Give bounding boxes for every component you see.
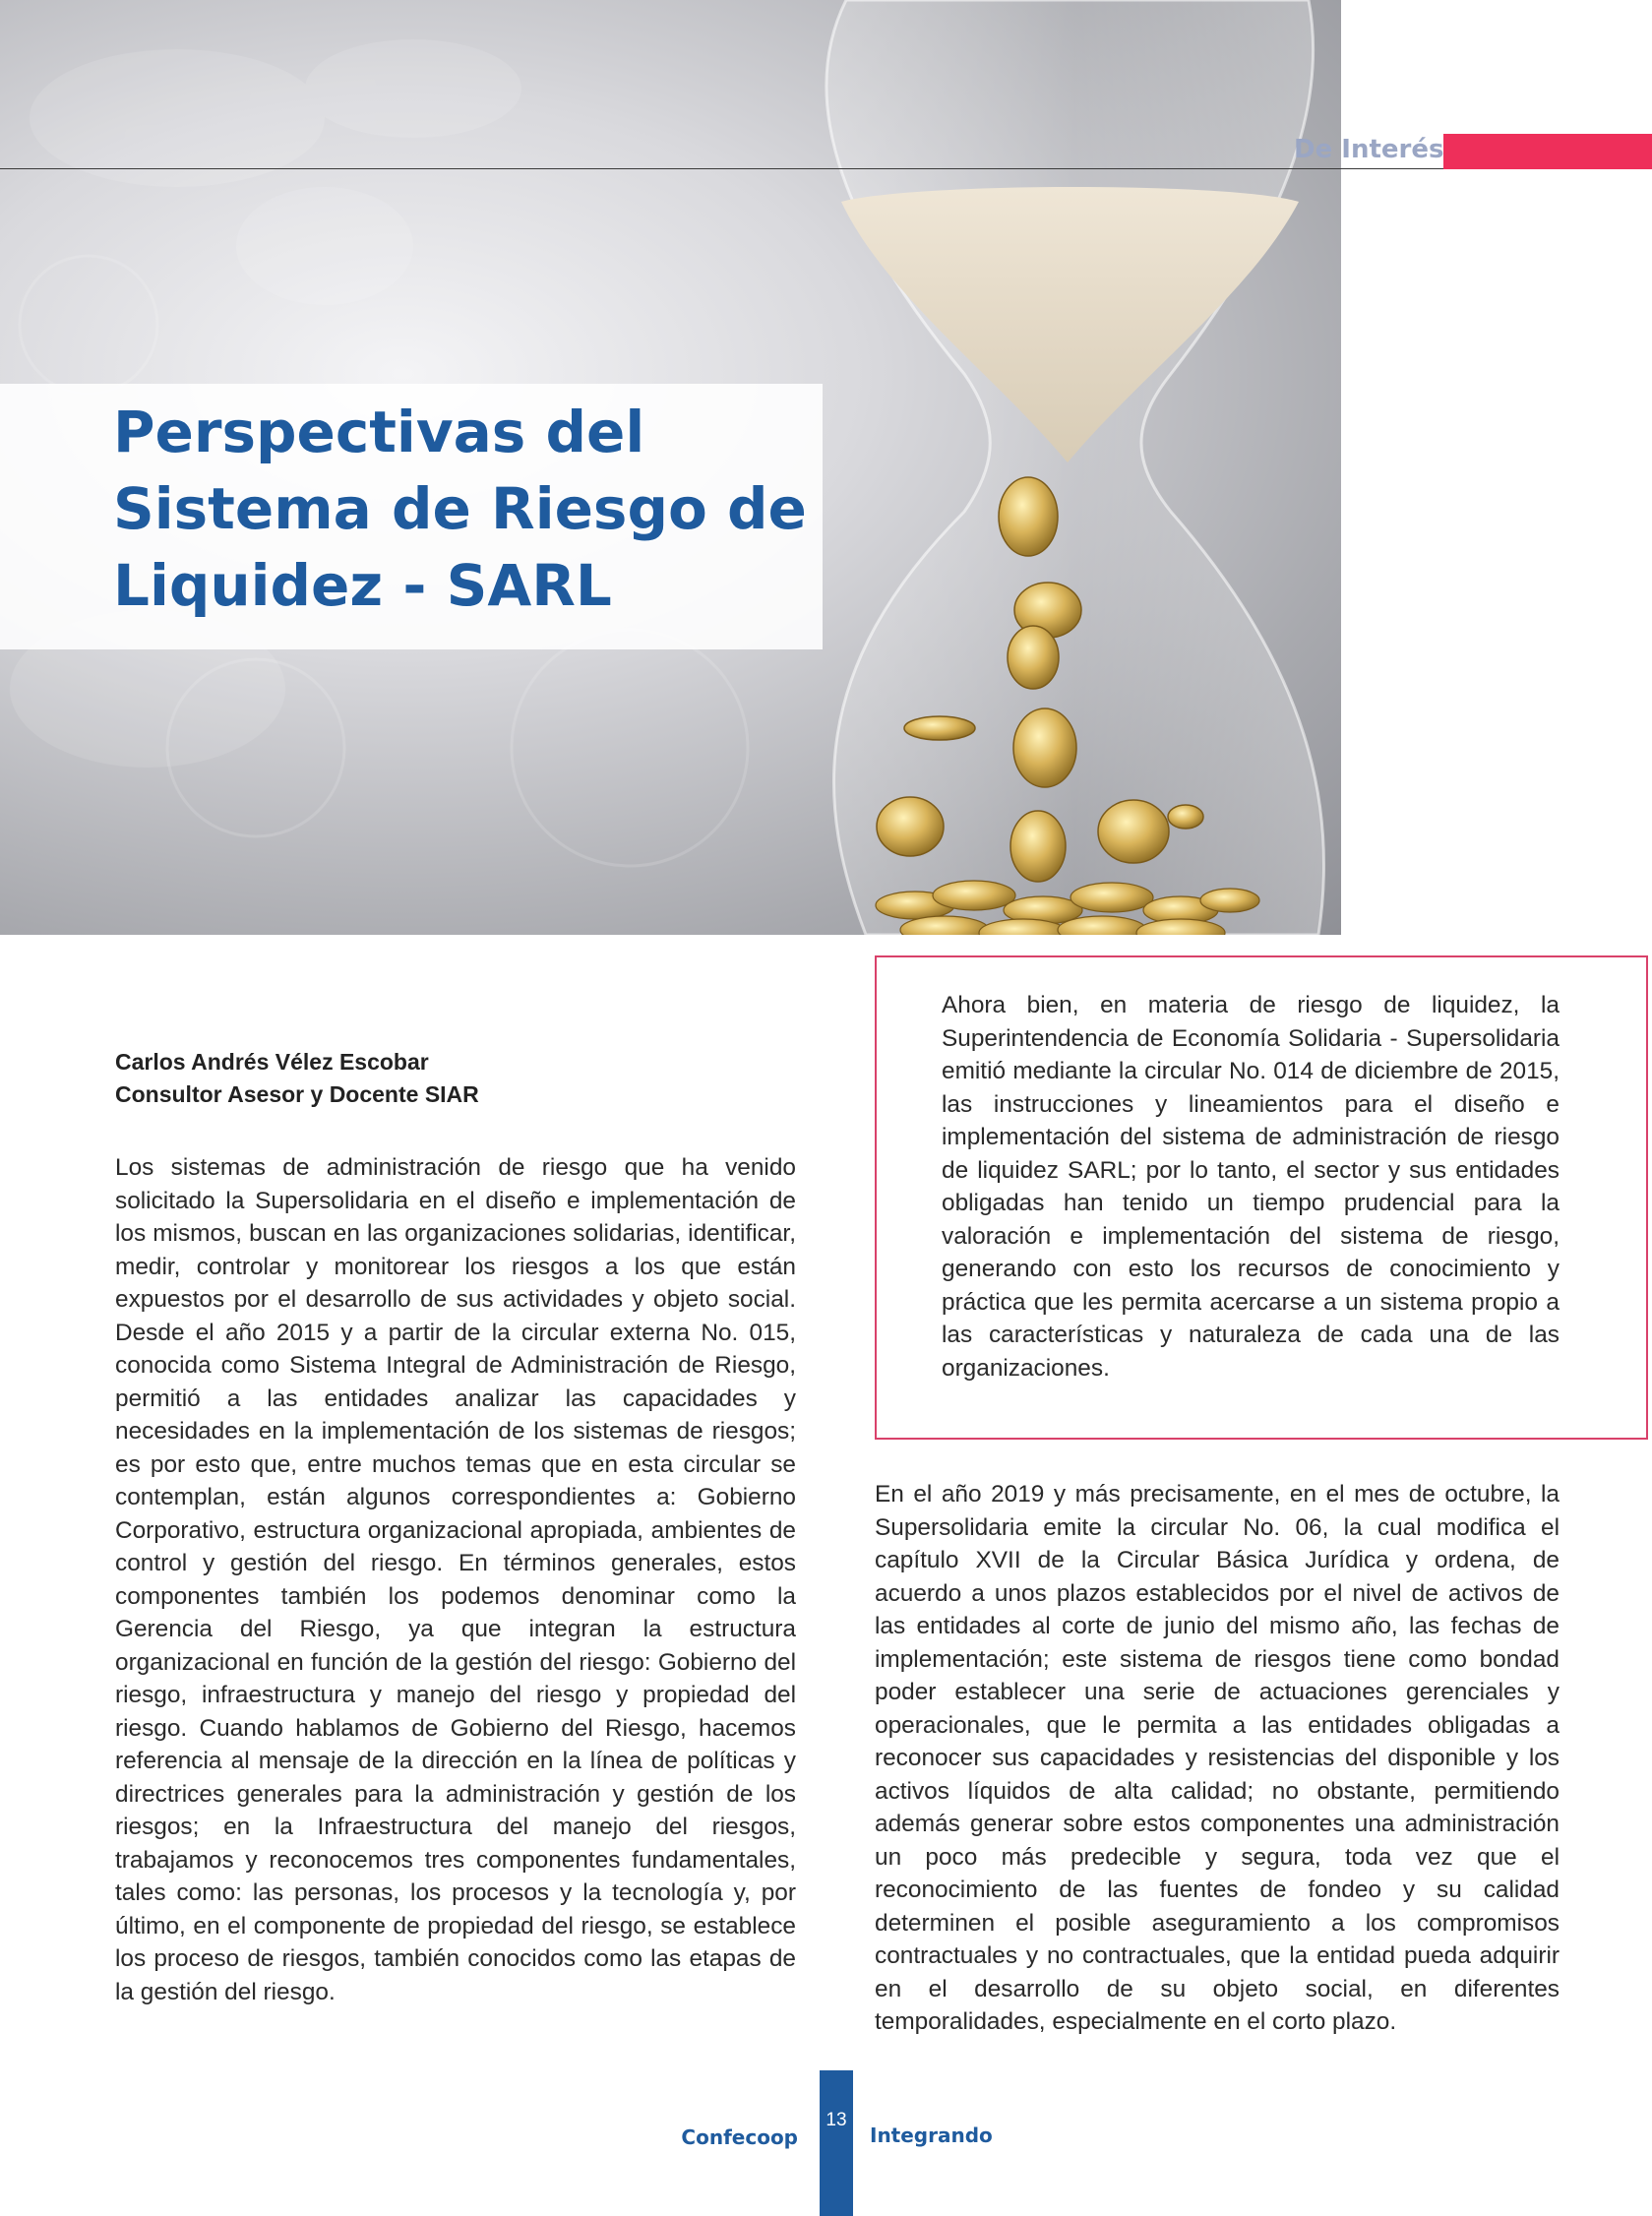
page-number-bar	[820, 2070, 853, 2216]
body-left-column: Los sistemas de administración de riesgo que ha venido solicitado la Supersolidaria en el diseño e implementación de los mismos, buscan en las organizaciones solidarias, identificar, medir, controlar y monitorear los riesgos a los que están expuestos por el desarrollo de sus actividades y objeto social. Desde el año 2015 y a partir de la circular externa No. 015, conocida como Sistema Integral de Administración de Riesgo, permitió a las entidades analizar las capacidades y necesidades en la implementación de los sistemas de riesgos; es por esto que, entre muchos temas que en esta circular se contemplan, están algunos correspondientes a: Gobierno Corporativo, estructura organizacional apropiada, ambientes de control y gestión del riesgo. En términos generales, estos componentes también los podemos denominar como la Gerencia del Riesgo, ya que integran la estructura organizacional en función de la gestión del riesgo: Gobierno del riesgo, infraestructura y manejo del riesgo y propiedad del riesgo. Cuando hablamos de Gobierno del Riesgo, hacemos referencia al mensaje de la dirección en la línea de políticas y directrices generales para la administración y gestión de los riesgos; en la Infraestructura del manejo del riesgos, trabajamos y reconocemos tres componentes fundamentales, tales como: las personas, los procesos y la tecnología y, por último, en el componente de propiedad del riesgo, se establece los proceso de riesgos, también conocidos como las etapas de la gestión del riesgo.	[115, 1154, 796, 2005]
byline	[115, 1046, 804, 1111]
footer-publisher: Confecoop	[681, 2125, 798, 2149]
callout-text: Ahora bien, en materia de riesgo de liquidez, la Superintendencia de Economía Solidaria - Supersolidaria emitió mediante la circular No. 014 de diciembre de 2015, las instrucciones y lineamientos para el diseño e implementación del sistema de administración de riesgo de liquidez SARL; por lo tanto, el sector y sus entidades obligadas han tenido un tiempo prudencial para la valoración e implementación del sistema de riesgo, generando con esto los recursos de conocimiento y práctica que les permita acercarse a un sistema propio a las características y naturaleza de cada una de las organizaciones.	[942, 992, 1560, 1382]
footer-magazine: Integrando	[870, 2124, 993, 2147]
author-role: Consultor Asesor y Docente SIAR	[115, 1081, 479, 1107]
page-number: 13	[826, 2110, 847, 2130]
header-rule	[0, 168, 1444, 169]
article-title: Perspectivas del Sistema de Riesgo de Liquidez - SARL	[113, 399, 807, 619]
author-name: Carlos Andrés Vélez Escobar	[115, 1049, 429, 1075]
body-right-column: En el año 2019 y más precisamente, en el mes de octubre, la Supersolidaria emite la circular No. 06, la cual modifica el capítulo XVII de la Circular Básica Jurídica y ordena, de acuerdo a unos plazos establecidos por el nivel de activos de las entidades al corte de junio del mismo año, las fechas de implementación; este sistema de riesgos tiene como bondad poder establecer una serie de actuaciones gerenciales y operacionales, que le permita a las entidades obligadas a reconocer sus capacidades y resistencias del disponible y los activos líquidos de alta calidad; no obstante, permitiendo además generar sobre estos componentes una administración un poco más predecible y segura, toda vez que el reconocimiento de las fuentes de fondeo y su calidad determinen el posible aseguramiento a los compromisos contractuales y no contractuales, que la entidad pueda adquirir en el desarrollo de su objeto social, en diferentes temporalidades, especialmente en el corto plazo.	[875, 1481, 1560, 2035]
section-tag: De Interés	[1294, 135, 1444, 164]
section-accent-bar	[1443, 134, 1652, 169]
